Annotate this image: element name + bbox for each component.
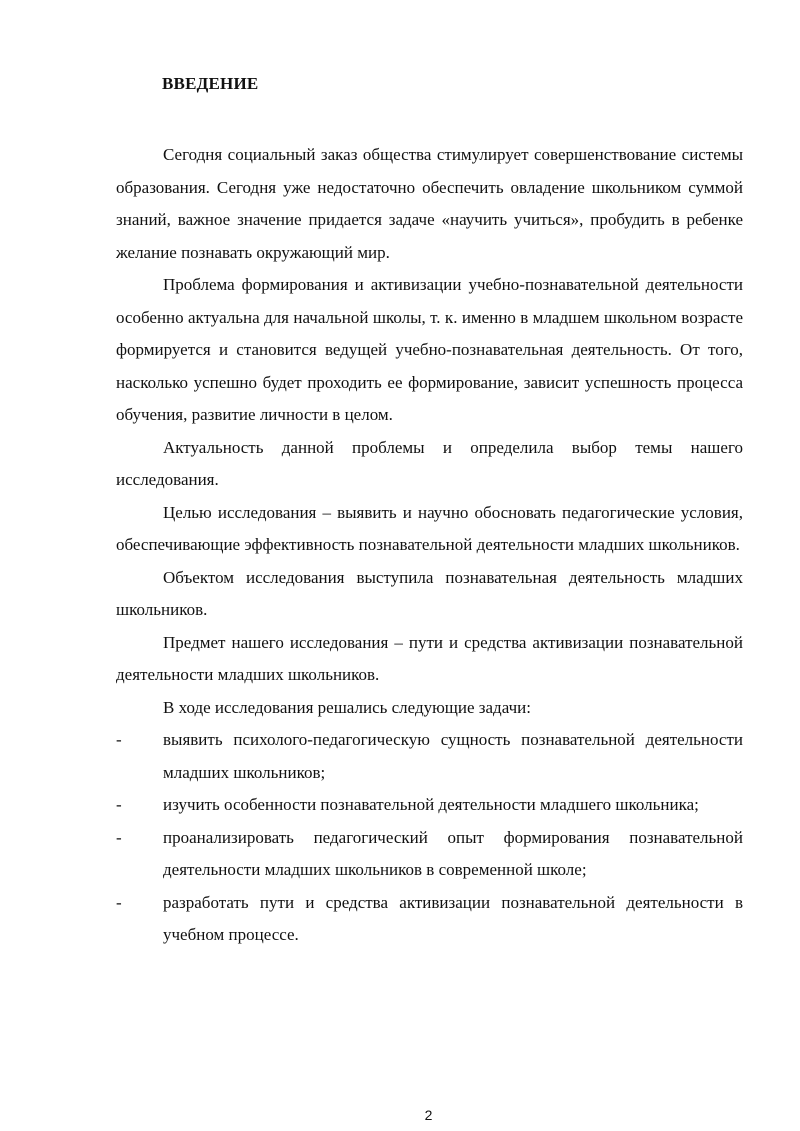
list-item [116, 822, 743, 887]
list-marker: - [116, 892, 122, 912]
page-number: 2 [424, 1107, 433, 1123]
list-item-text: изучить особенности познавательной деятельности младшего школьника; [163, 795, 699, 814]
list-item-text: разработать пути и средства активизации познавательной деятельности в учебном процессе. [163, 892, 743, 944]
list-item-text: выявить психолого-педагогическую сущность познавательной деятельности младших школьников; [163, 730, 743, 782]
section-heading: ВВЕДЕНИЕ [162, 74, 259, 93]
object-paragraph: Объектом исследования выступила познавательная деятельность младших школьников. [116, 567, 743, 619]
goal-paragraph: Целью исследования – выявить и научно обосновать педагогические условия, обеспечивающие эффективность познавательной деятельности младших школьников. [116, 502, 743, 554]
list-item [116, 789, 743, 822]
list-marker: - [116, 795, 122, 814]
list-marker: - [116, 827, 122, 847]
relevance-paragraph: Актуальность данной проблемы и определила выбор темы нашего исследования. [116, 437, 743, 489]
list-item-text: проанализировать педагогический опыт формирования познавательной деятельности младших школьников в современной школе; [163, 827, 743, 879]
tasks-intro-paragraph: В ходе исследования решались следующие задачи: [163, 697, 531, 717]
task-list [116, 724, 743, 952]
subject-paragraph: Предмет нашего исследования – пути и средства активизации познавательной деятельности младших школьников. [116, 632, 743, 684]
intro-paragraph: Сегодня социальный заказ общества стимулирует совершенствование системы образования. Сегодня уже недостаточно обеспечить овладение школьником суммой знаний, важное значение придается задаче «научить учиться», пробудить в ребенке желание познавать окружающий мир. [116, 145, 743, 262]
list-marker: - [116, 730, 122, 749]
list-item [116, 887, 743, 952]
problem-paragraph: Проблема формирования и активизации учебно-познавательной деятельности особенно актуальна для начальной школы, т. к. именно в младшем школьном возрасте формируется и становится ведущей учебно-познавательная деятельность. От того, насколько успешно будет проходить ее формирование, зависит успешность процесса обучения, развитие личности в целом. [116, 275, 743, 424]
list-item [116, 724, 743, 789]
body-text [116, 139, 743, 952]
